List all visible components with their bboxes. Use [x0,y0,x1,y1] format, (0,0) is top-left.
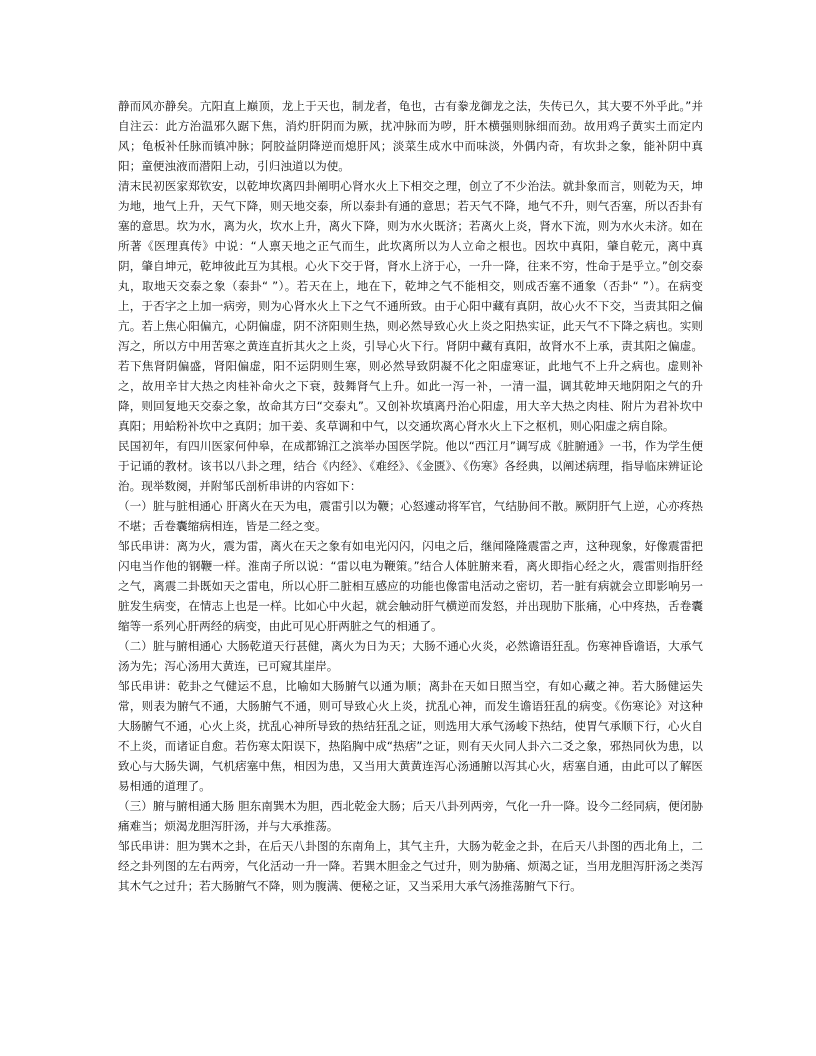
paragraph-5-commentary-1: 邹氏串讲：离为火，震为雷，离火在天之象有如电光闪闪，闪电之后，继闻隆隆震雷之声，这种现象，好像震雷把闪电当作他的钢鞭一样。淮南子所以说：“雷以电为鞭策。”结合人体脏腑来看，离火即指心经之火，震雷则指肝经之气，离震二卦既如天之雷电，所以心肝二脏相互感应的功能也像雷电活动之密切，若一脏有病就会立即影响另一脏发生病变，在情志上也是一样。比如心中火起，就会触动肝气横逆而发怒，并出现肋下胀痛，心中疼热，舌卷囊缩等一系列心肝两经的病变，由此可见心肝两脏之气的相通了。 [118,539,703,633]
paragraph-6-section-2: （二）脏与腑相通心 大肠乾道天行甚健，离火为日为天；大肠不通心火炎，必然谵语狂乱。伤寒神昏谵语，大承气汤为先；泻心汤用大黄连，已可窥其崖岸。 [118,639,703,673]
paragraph-2: 清末民初医家郑钦安，以乾坤坎离四卦阐明心肾水火上下相交之理，创立了不少治法。就卦象而言，则乾为天，坤为地，地气上升，天气下降，则天地交泰，所以泰卦有通的意思；若天气不降，地气不升，则气否塞，所以否卦有塞的意思。坎为水，离为火，坎水上升，离火下降，则为水火既济；若离火上炎，肾水下流，则为水火未济。如在所著《医理真传》中说：“人禀天地之正气而生，此坎离所以为人立命之根也。因坎中真阳，肇自乾元，离中真阴，肇自坤元，乾坤彼此互为其根。心火下交于肾，肾水上济于心，一升一降，往来不穷，性命于是乎立。”创交泰丸，取地天交泰之象（泰卦“ ”）。若天在上，地在下，乾坤之气不能相交，则成否塞不通象（否卦“ ”）。在病变上，于否字之上加一病旁，则为心肾水火上下之气不通所致。由于心阳中藏有真阴，故心火不下交，当责其阳之偏亢。若上焦心阳偏亢，心阴偏虚，阴不济阳则生热，则必然导致心火上炎之阳热实证，此天气不下降之病也。实则泻之，所以方中用苦寒之黄连直折其火之上炎，引导心火下行。肾阴中藏有真阳，故肾水不上承，责其阳之偏虚。若下焦肾阴偏盛，肾阳偏虚，阳不运阴则生寒，则必然导致阴凝不化之阳虚寒证，此地气不上升之病也。虚则补之，故用辛甘大热之肉桂补命火之下衰，鼓舞肾气上升。如此一泻一补，一清一温，调其乾坤天地阴阳之气的升降，则回复地天交泰之象，故命其方曰“交泰丸”。又创补坎填离丹治心阳虚，用大辛大热之肉桂、附片为君补坎中真阳；用蛤粉补坎中之真阴；加干姜、炙草调和中气，以交通坎离心肾水火上下之枢机，则心阳虚之病自除。 [118,179,703,433]
document-body [118,96,703,896]
paragraph-8-section-3: （三）腑与腑相通大肠 胆东南巽木为胆，西北乾金大肠；后天八卦列两旁，气化一升一降。设今二经同病，便闭胁痛难当；烦渴龙胆泻肝汤，并与大承推荡。 [118,799,703,833]
paragraph-7-commentary-2: 邹氏串讲：乾卦之气健运不息，比喻如大肠腑气以通为顺；离卦在天如日照当空，有如心藏之神。若大肠健运失常，则表为腑气不通，大肠腑气不通，则可导致心火上炎，扰乱心神，而发生谵语狂乱的病变。《伤寒论》对这种大肠腑气不通，心火上炎，扰乱心神所导致的热结狂乱之证，则选用大承气汤峻下热结，使胃气承顺下行，心火自不上炎，而诸证自愈。若伤寒太阳误下，热陷胸中成“热痞”之证，则有天火同人卦六二爻之象，邪热同伙为患，以致心与大肠失调，气机痞塞中焦，相因为患，又当用大黄黄连泻心汤通腑以泻其心火，痞塞自通，由此可以了解医易相通的道理了。 [118,679,703,793]
paragraph-9-commentary-3: 邹氏串讲：胆为巽木之卦，在后天八卦图的东南角上，其气主升，大肠为乾金之卦，在后天八卦图的西北角上，二经之卦列图的左右两旁，气化活动一升一降。若巽木胆金之气过升，则为胁痛、烦渴之证，当用龙胆泻肝汤之类泻其木气之过升；若大肠腑气不降，则为腹满、便秘之证，又当采用大承气汤推荡腑气下行。 [118,839,703,893]
paragraph-3: 民国初年，有四川医家何仲皋，在成都锦江之滨举办国医学院。他以“西江月”调写成《脏腑通》一书，作为学生便于记诵的教材。该书以八卦之理，结合《内经》、《难经》、《金匮》、《伤寒》各经典，以阐述病理，指导临床辨证论治。现举数阕，并附邹氏剖析串讲的内容如下： [118,439,703,493]
paragraph-1: 静而风亦静矣。亢阳直上巅顶，龙上于天也，制龙者，龟也，古有豢龙御龙之法，失传已久，其大要不外乎此。”并自注云：此方治温邪久踞下焦，消灼肝阴而为厥，扰冲脉而为哕，肝木横强则脉细而劲。故用鸡子黄实土而定内风；龟板补任脉而镇冲脉；阿胶益阴降逆而熄肝风；淡菜生成水中而味淡，外偶内奇，有坎卦之象，能补阴中真阳；童便浊液而潜阳上动，引归浊道以为使。 [118,99,703,173]
paragraph-4-section-1: （一）脏与脏相通心 肝离火在天为电，震雷引以为鞭；心怒遽动将军官，气结胁间不散。厥阴肝气上逆，心亦疼热不堪；舌卷囊缩病相连，皆是二经之变。 [118,499,703,533]
